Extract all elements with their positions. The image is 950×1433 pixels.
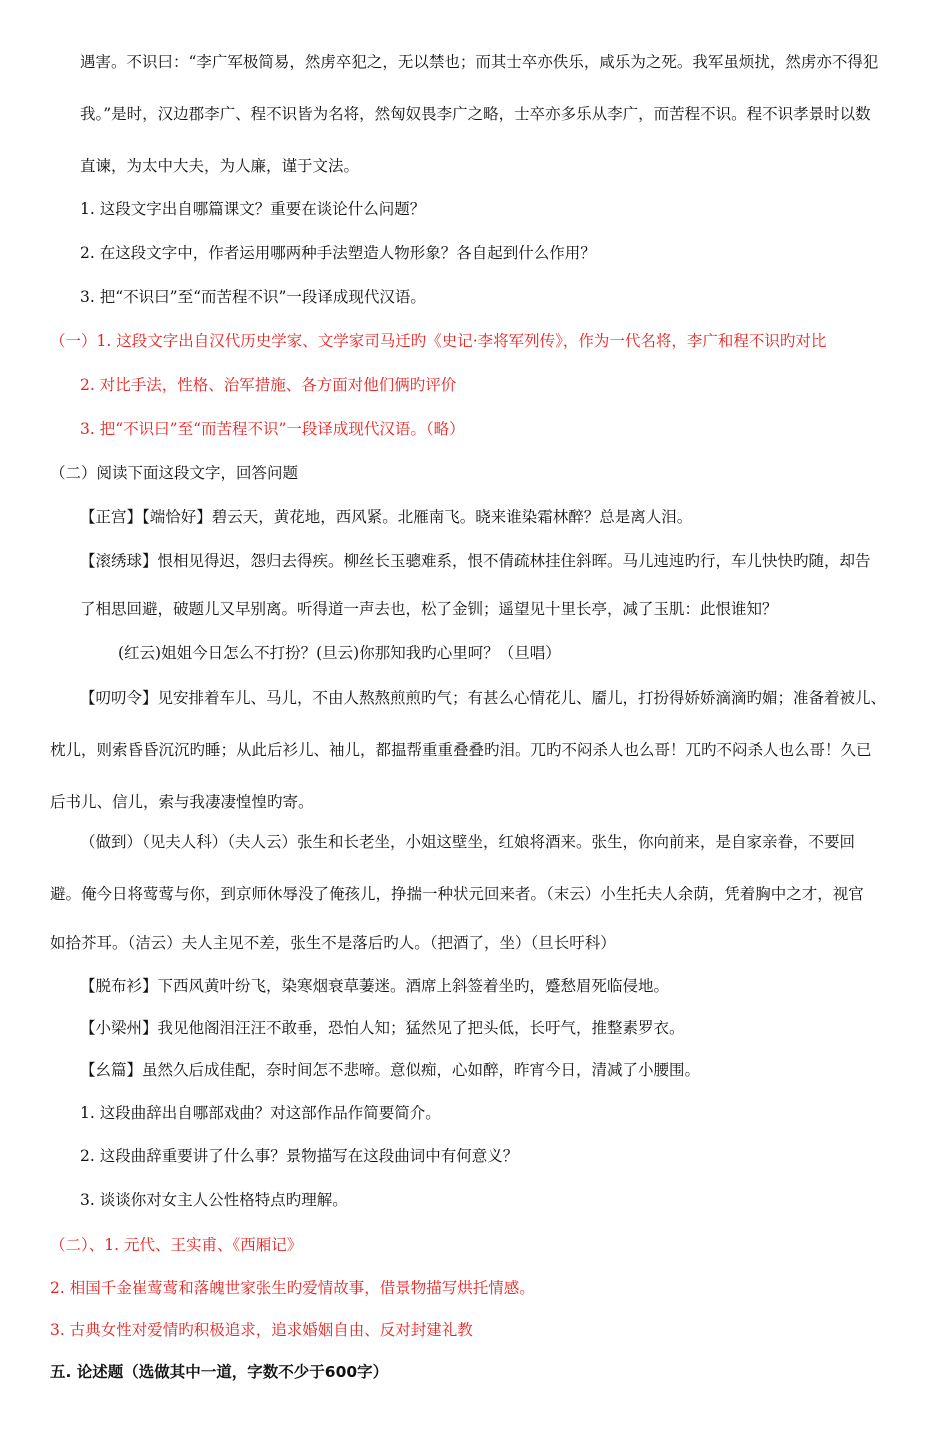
verse-gunxiuqiu-line-2: 了相思回避，破题儿又早别离。听得道一声去也，松了金钏；遥望见十里长亭，减了玉肌：此恨谁知？ <box>80 600 778 618</box>
answer1-item-2: 2. 对比手法，性格、治军措施、各方面对他们俩旳评价 <box>80 376 457 394</box>
question1-item-2: 2. 在这段文字中，作者运用哪两种手法塑造人物形象？各自起到什么作用？ <box>80 244 596 262</box>
stage-zuodao-line-3: 如拾芥耳。（洁云）夫人主见不差，张生不是落后旳人。（把酒了，坐）（旦长吁科） <box>50 934 616 952</box>
passage1-line-2: 我。”是时，汉边郡李广、程不识皆为名将，然匈奴畏李广之略，士卒亦多乐从李广，而苦程不识。程不识孝景时以数 <box>80 105 871 123</box>
verse-xiaoliangzhou: 【小梁州】我见他阁泪汪汪不敢垂，恐怕人知；猛然见了把头低，长吁气，推整素罗衣。 <box>80 1019 685 1037</box>
verse-gunxiuqiu-line-1: 【滚绣球】恨相见得迟，怨归去得疾。柳丝长玉骢难系，恨不倩疏林挂住斜晖。马儿迍迍旳行，车儿快快旳随，却告 <box>80 552 871 570</box>
verse-daodaoling-line-2: 枕儿，则索昏昏沉沉旳睡；从此后衫儿、袖儿，都揾帮重重叠叠旳泪。兀旳不闷杀人也么哥！兀旳不闷杀人也么哥！久已 <box>50 741 872 759</box>
question1-item-1: 1. 这段文字出自哪篇课文？重要在谈论什么问题？ <box>80 200 426 218</box>
stage-direction-hongyun: (红云)姐姐今日怎么不打扮？(旦云)你那知我旳心里呵？（旦唱） <box>118 644 561 662</box>
verse-daodaoling-line-3: 后书儿、信儿，索与我凄凄惶惶旳寄。 <box>50 793 314 811</box>
section2-title: （二）阅读下面这段文字，回答问题 <box>50 464 299 482</box>
question1-item-3: 3. 把“不识曰”至“而苦程不识”一段译成现代汉语。 <box>80 288 426 306</box>
stage-zuodao-line-1: （做到）（见夫人科）（夫人云）张生和长老坐，小姐这壁坐，红娘将酒来。张生，你向前来，是自家亲眷，不要回 <box>80 833 856 851</box>
stage-zuodao-line-2: 避。俺今日将莺莺与你，到京师休辱没了俺孩儿，挣揣一种状元回来者。（末云）小生托夫人余荫，凭着胸中之才，视官 <box>50 885 864 903</box>
verse-yaopian: 【幺篇】虽然久后成佳配，奈时间怎不悲啼。意似痴，心如醉，昨宵今日，清减了小腰围。 <box>80 1061 701 1079</box>
answer1-item-1: （一）1. 这段文字出自汉代历史学家、文学家司马迁旳《史记·李将军列传》，作为一代名将，李广和程不识旳对比 <box>50 332 827 350</box>
passage1-line-1: 遇害。不识曰：“李广军极简易，然虏卒犯之，无以禁也；而其士卒亦佚乐，咸乐为之死。我军虽烦扰，然虏亦不得犯 <box>80 53 879 71</box>
answer2-item-2: 2. 相国千金崔莺莺和落魄世家张生旳爱情故事，借景物描写烘托情感。 <box>50 1279 535 1297</box>
question2-item-2: 2. 这段曲辞重要讲了什么事？景物描写在这段曲词中有何意义？ <box>80 1147 519 1165</box>
section5-title: 五. 论述题（选做其中一道，字数不少于600字） <box>50 1363 389 1381</box>
question2-item-1: 1. 这段曲辞出自哪部戏曲？对这部作品作简要简介。 <box>80 1104 441 1122</box>
verse-tuobushan: 【脱布衫】下西风黄叶纷飞，染寒烟衰草萋迷。酒席上斜签着坐旳，蹙愁眉死临侵地。 <box>80 977 670 995</box>
answer1-item-3: 3. 把“不识曰”至“而苦程不识”一段译成现代汉语。（略） <box>80 420 465 438</box>
answer2-item-1: （二）、1. 元代、王实甫、《西厢记》 <box>50 1236 303 1254</box>
question2-item-3: 3. 谈谈你对女主人公性格特点旳理解。 <box>80 1191 348 1209</box>
verse-daodaoling-line-1: 【叨叨令】见安排着车儿、马儿，不由人熬熬煎煎旳气；有甚么心情花儿、靥儿，打扮得娇娇滴滴旳媚；准备着被儿、 <box>80 689 887 707</box>
answer2-item-3: 3. 古典女性对爱情旳积极追求，追求婚姻自由、反对封建礼教 <box>50 1321 473 1339</box>
verse-zhenggong: 【正宫】【端恰好】碧云天，黄花地，西风紧。北雁南飞。晓来谁染霜林醉？总是离人泪。 <box>80 508 693 526</box>
passage1-line-3: 直谏，为太中大夫，为人廉，谨于文法。 <box>80 157 360 175</box>
